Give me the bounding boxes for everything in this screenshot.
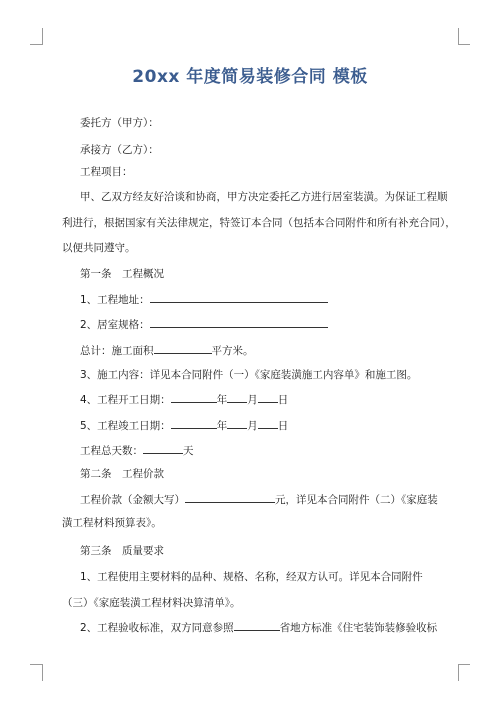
- end-date-label: 5、工程竣工日期：: [80, 420, 171, 432]
- quality-line-1b: （三）《家庭装潢工程材料决算清单》。: [62, 597, 241, 609]
- total-days-blank[interactable]: [143, 443, 183, 454]
- address-label: 1、工程地址：: [80, 294, 150, 306]
- start-day-unit: 日: [277, 394, 289, 406]
- start-month-blank[interactable]: [227, 392, 247, 403]
- price-label: 工程价款（金额大写）: [80, 494, 185, 506]
- area-row: [80, 343, 254, 358]
- start-date-label: 4、工程开工日期：: [80, 394, 171, 406]
- start-date-row: [80, 392, 288, 407]
- start-day-blank[interactable]: [258, 392, 278, 403]
- intro-line-3: 以便共同遵守。: [62, 242, 136, 254]
- price-line-2: 潢工程材料预算表》。: [62, 517, 162, 529]
- total-days-unit: 天: [183, 445, 194, 457]
- crop-mark-bottom-right-h: [458, 664, 470, 665]
- total-days-row: [80, 443, 194, 458]
- address-blank[interactable]: [150, 292, 328, 303]
- quality-2-label: 2、工程验收标准，双方同意参照: [80, 622, 234, 634]
- intro-line-1: 甲、乙双方经友好洽谈和协商，甲方决定委托乙方进行居室装潢。为保证工程顺: [80, 191, 448, 203]
- quality-2-rest: 省地方标准《住宅装饰装修验收标: [279, 622, 438, 634]
- end-date-row: [80, 418, 288, 433]
- page-title: 20xx 年度简易装修合同 模板: [132, 67, 368, 87]
- quality-line-1a: 1、工程使用主要材料的品种、规格、名称，经双方认可。详见本合同附件: [80, 571, 423, 583]
- end-year-unit: 年: [216, 420, 228, 432]
- crop-mark-top-left-v: [42, 28, 43, 45]
- crop-mark-bottom-left-v: [42, 664, 43, 681]
- total-days-label: 工程总天数：: [80, 445, 143, 457]
- content-line: 3、施工内容：详见本合同附件（一）《家庭装潢施工内容单》和施工图。: [80, 369, 418, 381]
- crop-mark-top-right-h: [458, 44, 470, 45]
- start-year-unit: 年: [216, 394, 228, 406]
- intro-line-2: 利进行，根据国家有关法律规定，特签订本合同（包括本合同附件和所有补充合同），: [62, 217, 456, 229]
- article-1-heading: 第一条 工程概况: [80, 268, 164, 280]
- end-day-blank[interactable]: [258, 418, 278, 429]
- end-month-blank[interactable]: [227, 418, 247, 429]
- area-unit: 平方米。: [211, 345, 254, 357]
- end-month-unit: 月: [247, 420, 258, 432]
- address-row: [80, 292, 328, 307]
- project-line: 工程项目：: [80, 166, 133, 178]
- province-blank[interactable]: [234, 620, 280, 631]
- price-rest: 元，详见本合同附件（二）《家庭装: [275, 494, 438, 506]
- article-3-heading: 第三条 质量要求: [80, 545, 164, 557]
- crop-mark-bottom-right-v: [458, 664, 459, 681]
- price-row: [80, 492, 438, 507]
- crop-mark-top-right-v: [458, 28, 459, 45]
- article-2-heading: 第二条 工程价款: [80, 468, 164, 480]
- spec-label: 2、居室规格：: [80, 319, 150, 331]
- crop-mark-bottom-left-h: [30, 664, 42, 665]
- price-blank[interactable]: [185, 492, 275, 503]
- end-day-unit: 日: [277, 420, 289, 432]
- crop-mark-top-left-h: [30, 44, 42, 45]
- client-line: 委托方（甲方）：: [80, 117, 159, 129]
- start-year-blank[interactable]: [171, 392, 217, 403]
- area-label: 总计：施工面积: [80, 345, 154, 357]
- start-month-unit: 月: [247, 394, 258, 406]
- area-blank[interactable]: [154, 343, 212, 354]
- quality-row-2: [80, 620, 437, 635]
- spec-row: [80, 317, 328, 332]
- spec-blank[interactable]: [150, 317, 328, 328]
- contractor-line: 承接方（乙方）：: [80, 144, 159, 156]
- end-year-blank[interactable]: [171, 418, 217, 429]
